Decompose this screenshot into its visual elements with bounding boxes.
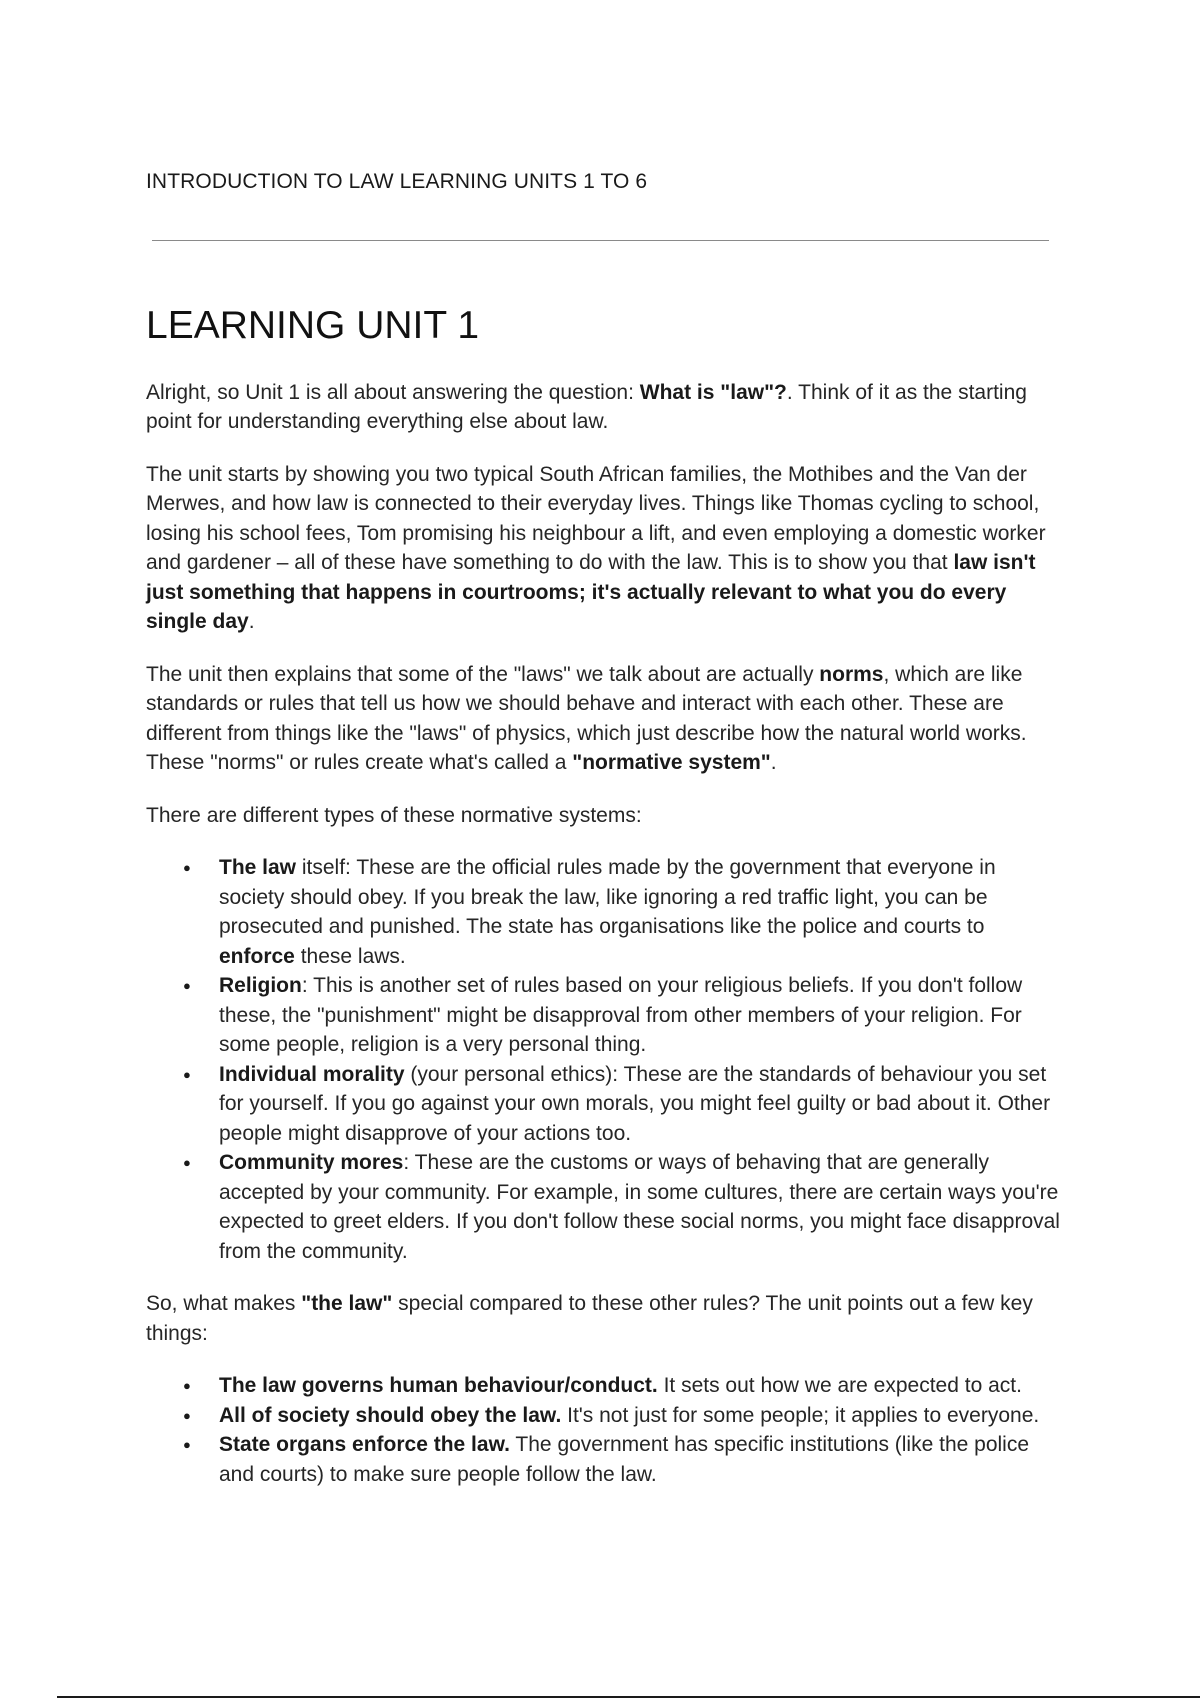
intro-emphasis: What is "law"?	[639, 380, 787, 404]
law-special-text-end: special compared to these other rules? The unit points out a few key things:	[146, 1292, 1033, 1345]
list-item-text: (your personal ethics): These are the standards of behaviour you set for yourself. If you go against your own morals, you might feel guilty or bad about it. Other people might disapprove of your actions too.	[219, 1062, 1051, 1145]
families-emphasis: law isn't just something that happens in courtrooms; it's actually relevant to what you do every single day	[146, 551, 1036, 634]
list-item	[219, 1430, 1061, 1489]
normative-system-term: "normative system"	[572, 751, 771, 775]
list-item-term: The law	[219, 856, 297, 880]
norms-paragraph	[146, 660, 1061, 778]
list-item	[219, 1401, 1061, 1431]
list-item-term: All of society should obey the law.	[219, 1403, 562, 1427]
law-special-paragraph	[146, 1289, 1061, 1348]
list-item-text: : This is another set of rules based on your religious beliefs. If you don't follow these, the "punishment" might be disapproval from other members of your religion. For some people, religion is a very personal thing.	[219, 974, 1023, 1057]
law-special-text: So, what makes	[146, 1292, 302, 1316]
list-item-text: itself: These are the official rules made by the government that everyone in society should obey. If you break the law, like ignoring a red traffic light, you can be prosecuted and punished. The state has organisations like the police and courts to	[219, 856, 996, 939]
list-item	[219, 971, 1061, 1060]
list-item-term: State organs enforce the law.	[219, 1433, 510, 1457]
list-item	[219, 853, 1061, 971]
list-item-text: It's not just for some people; it applies to everyone.	[561, 1403, 1040, 1427]
the-law-term: "the law"	[301, 1292, 393, 1316]
document-header: INTRODUCTION TO LAW LEARNING UNITS 1 TO 6	[146, 170, 648, 193]
list-item-term: The law governs human behaviour/conduct.	[219, 1374, 658, 1398]
list-item	[219, 1148, 1061, 1266]
intro-paragraph	[146, 378, 1061, 437]
families-text: The unit starts by showing you two typical South African families, the Mothibes and the Van der Merwes, and how law is connected to their everyday lives. Things like Thomas cycling to school, losing his school fees, Tom promising his neighbour a lift, and even employing a domestic worker and gardener – all of these have something to do with the law. This is to show you that	[146, 462, 1046, 575]
list-item	[219, 1060, 1061, 1149]
list-item-text: The government has specific institutions (like the police and courts) to make sure people follow the law.	[219, 1433, 1030, 1486]
header-divider	[152, 240, 1049, 241]
systems-intro-paragraph: There are different types of these normative systems:	[146, 803, 642, 827]
list-item-term: Community mores	[219, 1151, 404, 1175]
law-features-list	[146, 1371, 1061, 1489]
norms-term: norms	[819, 662, 884, 686]
families-paragraph	[146, 460, 1061, 637]
norms-text-end: .	[770, 751, 777, 775]
list-item-text: It sets out how we are expected to act.	[657, 1374, 1022, 1398]
list-item	[219, 1371, 1061, 1401]
norms-text: The unit then explains that some of the "laws" we talk about are actually	[146, 662, 820, 686]
unit-title: LEARNING UNIT 1	[146, 304, 480, 347]
normative-systems-list	[146, 853, 1061, 1266]
document-body	[146, 303, 1061, 1512]
intro-text: Alright, so Unit 1 is all about answering the question:	[146, 380, 640, 404]
list-item-term: Religion	[219, 974, 302, 998]
norms-text-middle: , which are like standards or rules that tell us how we should behave and interact with each other. These are different from things like the "laws" of physics, which just describe how the natural world works. These "norms" or rules create what's called a	[146, 662, 1027, 775]
families-text-end: .	[248, 610, 255, 634]
intro-text-end: . Think of it as the starting point for understanding everything else about law.	[146, 380, 1027, 434]
list-item-text-2: these laws.	[294, 944, 406, 968]
footer-divider	[57, 1696, 1200, 1698]
list-item-term: Individual morality	[219, 1062, 405, 1086]
list-item-term-2: enforce	[219, 944, 295, 968]
list-item-text: : These are the customs or ways of behaving that are generally accepted by your community. For example, in some cultures, there are certain ways you're expected to greet elders. If you don't follow these social norms, you might face disapproval from the community.	[219, 1151, 1060, 1263]
